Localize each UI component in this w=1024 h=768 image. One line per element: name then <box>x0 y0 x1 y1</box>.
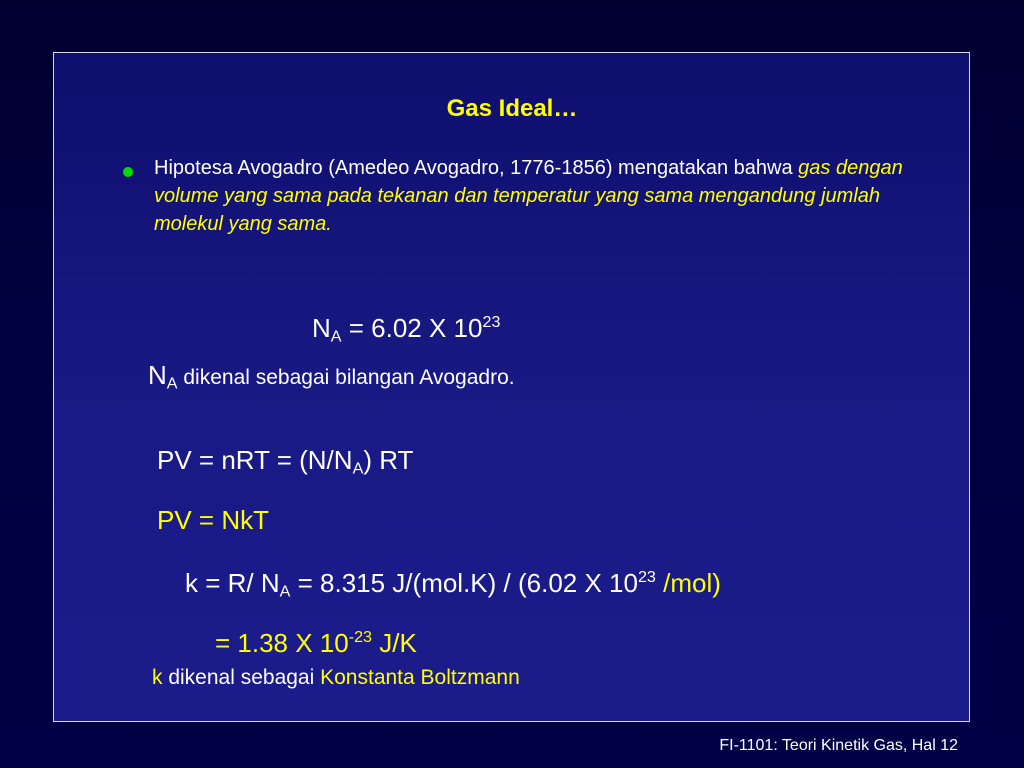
avogadro-hypothesis <box>154 154 914 238</box>
na-exponent: 23 <box>482 313 501 332</box>
note-subscript: A <box>166 374 178 393</box>
hypothesis-statement: gas dengan volume yang sama pada tekanan dan temperatur yang sama mengandung jumlah molekul yang sama. <box>154 157 903 235</box>
bullet-dot <box>123 167 133 177</box>
eq3-part1: k = R/ N <box>185 568 280 598</box>
boltzmann-value <box>215 628 417 659</box>
eq1-part2: ) RT <box>363 445 414 475</box>
ideal-gas-equation <box>157 445 413 476</box>
eq4-part2: J/K <box>372 628 417 658</box>
boltzmann-text: dikenal sebagai <box>162 666 321 689</box>
note-text: dikenal sebagai bilangan Avogadro. <box>177 366 515 389</box>
eq3-part2: = 8.315 J/(mol.K) / (6.02 X 10 <box>290 568 638 598</box>
eq1-subscript: A <box>352 459 364 478</box>
eq4-part1: = 1.38 X 10 <box>215 628 349 658</box>
slide-title: Gas Ideal… <box>446 95 578 122</box>
boltzmann-k: k <box>152 666 163 689</box>
eq3-subscript: A <box>279 582 291 601</box>
eq3-exponent: 23 <box>637 568 656 587</box>
eq1-part1: PV = nRT = (N/N <box>157 445 353 475</box>
eq4-exponent: -23 <box>348 628 373 647</box>
boltzmann-derivation <box>185 568 721 599</box>
pv-nkt-equation: PV = NkT <box>157 505 269 535</box>
eq3-tail: /mol) <box>655 568 721 598</box>
avogadro-number-equation <box>312 313 500 344</box>
slide-footer: FI-1101: Teori Kinetik Gas, Hal 12 <box>719 737 958 754</box>
avogadro-number-note <box>148 360 515 391</box>
na-subscript: A <box>330 327 342 346</box>
boltzmann-note <box>152 666 520 690</box>
na-value: = 6.02 X 10 <box>341 313 483 343</box>
note-symbol: N <box>148 360 167 390</box>
boltzmann-name: Konstanta Boltzmann <box>320 666 520 689</box>
hypothesis-intro: Hipotesa Avogadro (Amedeo Avogadro, 1776-1856) mengatakan bahwa <box>154 157 799 179</box>
na-symbol: N <box>312 313 331 343</box>
